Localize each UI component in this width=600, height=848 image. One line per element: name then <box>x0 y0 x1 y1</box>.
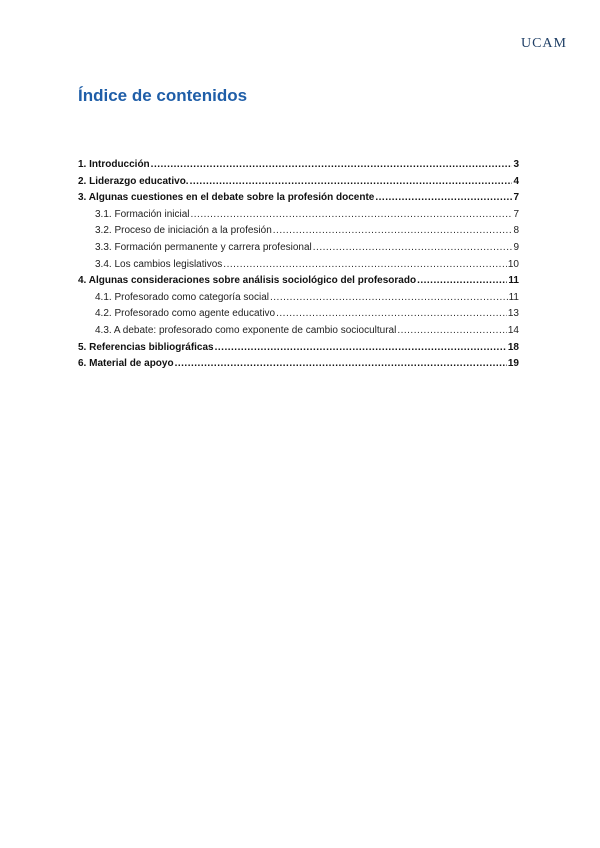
toc-entry-page: 13 <box>507 308 519 320</box>
page-title: Índice de contenidos <box>78 86 248 105</box>
toc-entry-agente-educativo[interactable] <box>78 306 519 323</box>
dot-leader <box>223 257 507 274</box>
toc-entry-page: 19 <box>507 358 519 370</box>
toc-entry-label: 4. Algunas consideraciones sobre análisis sociológico del profesorado <box>78 275 417 287</box>
dot-leader <box>276 306 507 323</box>
dot-leader <box>270 290 508 307</box>
dot-leader <box>190 174 513 191</box>
toc-entry-label: 1. Introducción <box>78 159 150 170</box>
toc-entry-label: 2. Liderazgo educativo. <box>78 175 189 187</box>
toc-entry-page: 3 <box>513 159 519 170</box>
ucam-logo: UCAM <box>520 36 567 51</box>
toc-entry-page: 10 <box>507 258 519 270</box>
dot-leader <box>215 340 507 357</box>
toc-entry-label: 4.2. Profesorado como agente educativo <box>95 308 276 320</box>
toc-entry-label: 4.1. Profesorado como categoría social <box>95 291 269 303</box>
toc-entry-label: 5. Referencias bibliográficas <box>78 341 214 353</box>
dot-leader <box>273 223 513 240</box>
table-of-contents <box>78 157 519 373</box>
toc-entry-formacion-permanente[interactable] <box>78 240 519 257</box>
toc-entry-cambios-legislativos[interactable] <box>78 257 519 274</box>
toc-entry-label: 3.2. Proceso de iniciación a la profesión <box>95 225 272 237</box>
toc-entry-page: 11 <box>508 291 519 303</box>
toc-entry-liderazgo-educativo[interactable] <box>78 174 519 191</box>
toc-entry-page: 18 <box>507 341 519 353</box>
toc-entry-introduccion[interactable] <box>78 157 519 174</box>
toc-entry-label: 3.3. Formación permanente y carrera profesional <box>95 241 312 253</box>
toc-entry-proceso-iniciacion[interactable] <box>78 223 519 240</box>
dot-leader <box>313 240 513 257</box>
dot-leader <box>151 157 513 174</box>
dot-leader <box>397 323 507 340</box>
toc-entry-label: 3. Algunas cuestiones en el debate sobre la profesión docente <box>78 192 375 204</box>
dot-leader <box>375 190 512 207</box>
toc-entry-label: 6. Material de apoyo <box>78 358 174 370</box>
toc-entry-page: 7 <box>513 208 519 220</box>
toc-entry-page: 4 <box>513 175 519 187</box>
toc-entry-page: 7 <box>513 192 519 204</box>
toc-entry-page: 8 <box>513 225 519 237</box>
toc-entry-page: 14 <box>507 324 519 336</box>
toc-entry-label: 3.1. Formación inicial <box>95 208 190 220</box>
toc-entry-label: 3.4. Los cambios legislativos <box>95 258 223 270</box>
toc-entry-referencias-bibliograficas[interactable] <box>78 340 519 357</box>
dot-leader <box>190 207 512 224</box>
toc-entry-analisis-sociologico[interactable] <box>78 273 519 290</box>
toc-entry-label: 4.3. A debate: profesorado como exponente de cambio sociocultural <box>95 324 397 336</box>
toc-entry-formacion-inicial[interactable] <box>78 207 519 224</box>
toc-entry-cambio-sociocultural[interactable] <box>78 323 519 340</box>
dot-leader <box>175 356 507 373</box>
dot-leader <box>417 273 507 290</box>
toc-entry-page: 11 <box>508 275 519 287</box>
toc-entry-debate-profesion-docente[interactable] <box>78 190 519 207</box>
toc-entry-categoria-social[interactable] <box>78 290 519 307</box>
toc-entry-material-apoyo[interactable] <box>78 356 519 373</box>
toc-entry-page: 9 <box>513 241 519 253</box>
